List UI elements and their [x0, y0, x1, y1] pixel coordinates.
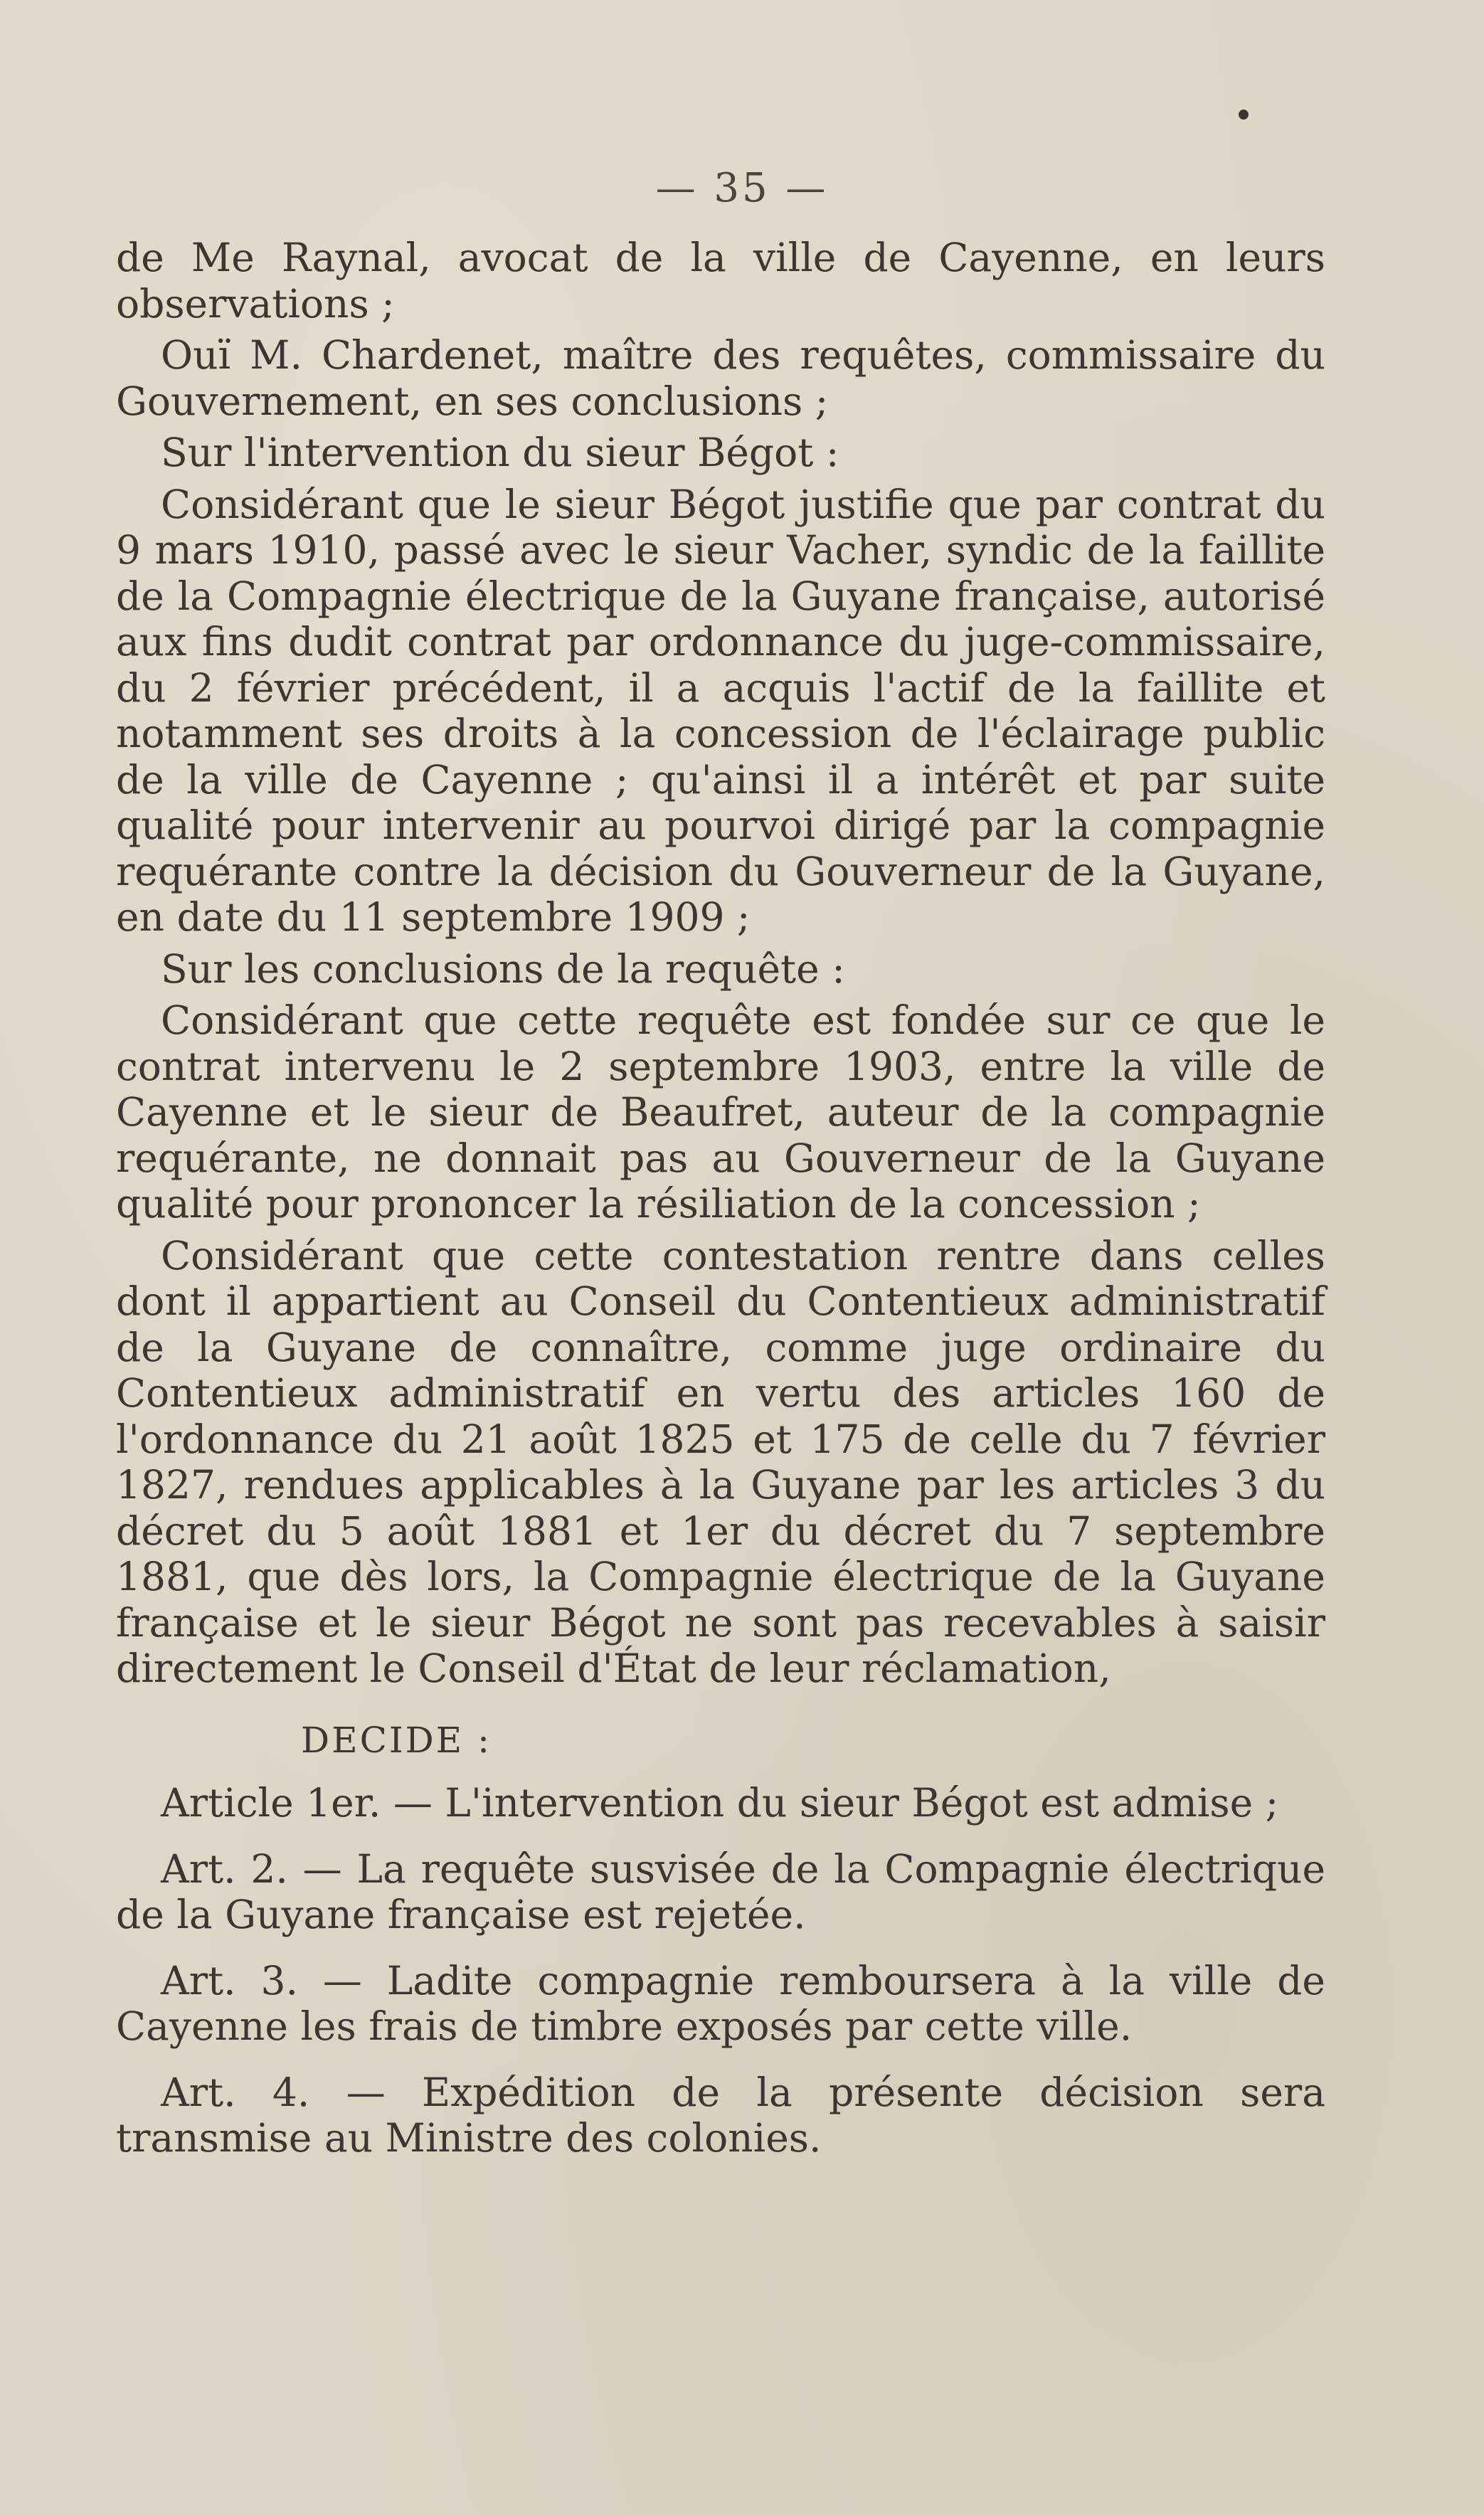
article-2: Art. 2. — La requête susvisée de la Compagnie électrique de la Guyane française est rejetée. — [116, 1846, 1325, 1937]
paragraph-considerant-contestation: Considérant que cette contestation rentre dans celles dont il appartient au Conseil du Contentieux administratif de la Guyane de connaître, comme juge ordinaire du Contentieux administratif en vertu des articles 160 de l'ordonnance du 21 août 1825 et 175 de celle du 7 février 1827, rendues applicables à la Guyane par les articles 3 du décret du 5 août 1881 et 1er du décret du 7 septembre 1881, que dès lors, la Compagnie électrique de la Guyane française et le sieur Bégot ne sont pas recevables à saisir directement le Conseil d'État de leur réclamation, — [116, 1232, 1325, 1691]
article-4: Art. 4. — Expédition de la présente décision sera transmise au Ministre des colonies. — [116, 2069, 1325, 2161]
paragraph-commissaire: Ouï M. Chardenet, maître des requêtes, commissaire du Gouvernement, en ses conclusions ; — [116, 332, 1325, 424]
heading-conclusions: Sur les conclusions de la requête : — [161, 946, 845, 992]
decision-heading: DECIDE : — [301, 1719, 492, 1761]
document-body — [116, 235, 1325, 2181]
page-number: — 35 — — [655, 165, 829, 211]
article-1: Article 1er. — L'intervention du sieur Bégot est admise ; — [161, 1780, 1279, 1826]
ink-speck — [1239, 110, 1249, 120]
article-3: Art. 3. — Ladite compagnie remboursera à la ville de Cayenne les frais de timbre exposés par cette ville. — [116, 1957, 1325, 2049]
paragraph-considerant-begot: Considérant que le sieur Bégot justifie que par contrat du 9 mars 1910, passé avec le sieur Vacher, syndic de la faillite de la Compagnie électrique de la Guyane française, autorisé aux fins dudit contrat par ordonnance du juge-commissaire, du 2 février précédent, il a acquis l'actif de la faillite et notamment ses droits à la concession de l'éclairage public de la ville de Cayenne ; qu'ainsi il a intérêt et par suite qualité pour intervenir au pourvoi dirigé par la compagnie requérante contre la décision du Gouverneur de la Guyane, en date du 11 septembre 1909 ; — [116, 481, 1325, 940]
paragraph-considerant-requete: Considérant que cette requête est fondée sur ce que le contrat intervenu le 2 septembre 1903, entre la ville de Cayenne et le sieur de Beaufret, auteur de la compagnie requérante, ne donnait pas au Gouverneur de la Guyane qualité pour prononcer la résiliation de la concession ; — [116, 997, 1325, 1227]
heading-intervention: Sur l'intervention du sieur Bégot : — [161, 430, 839, 475]
paragraph-observations: de Me Raynal, avocat de la ville de Cayenne, en leurs observations ; — [116, 235, 1325, 327]
